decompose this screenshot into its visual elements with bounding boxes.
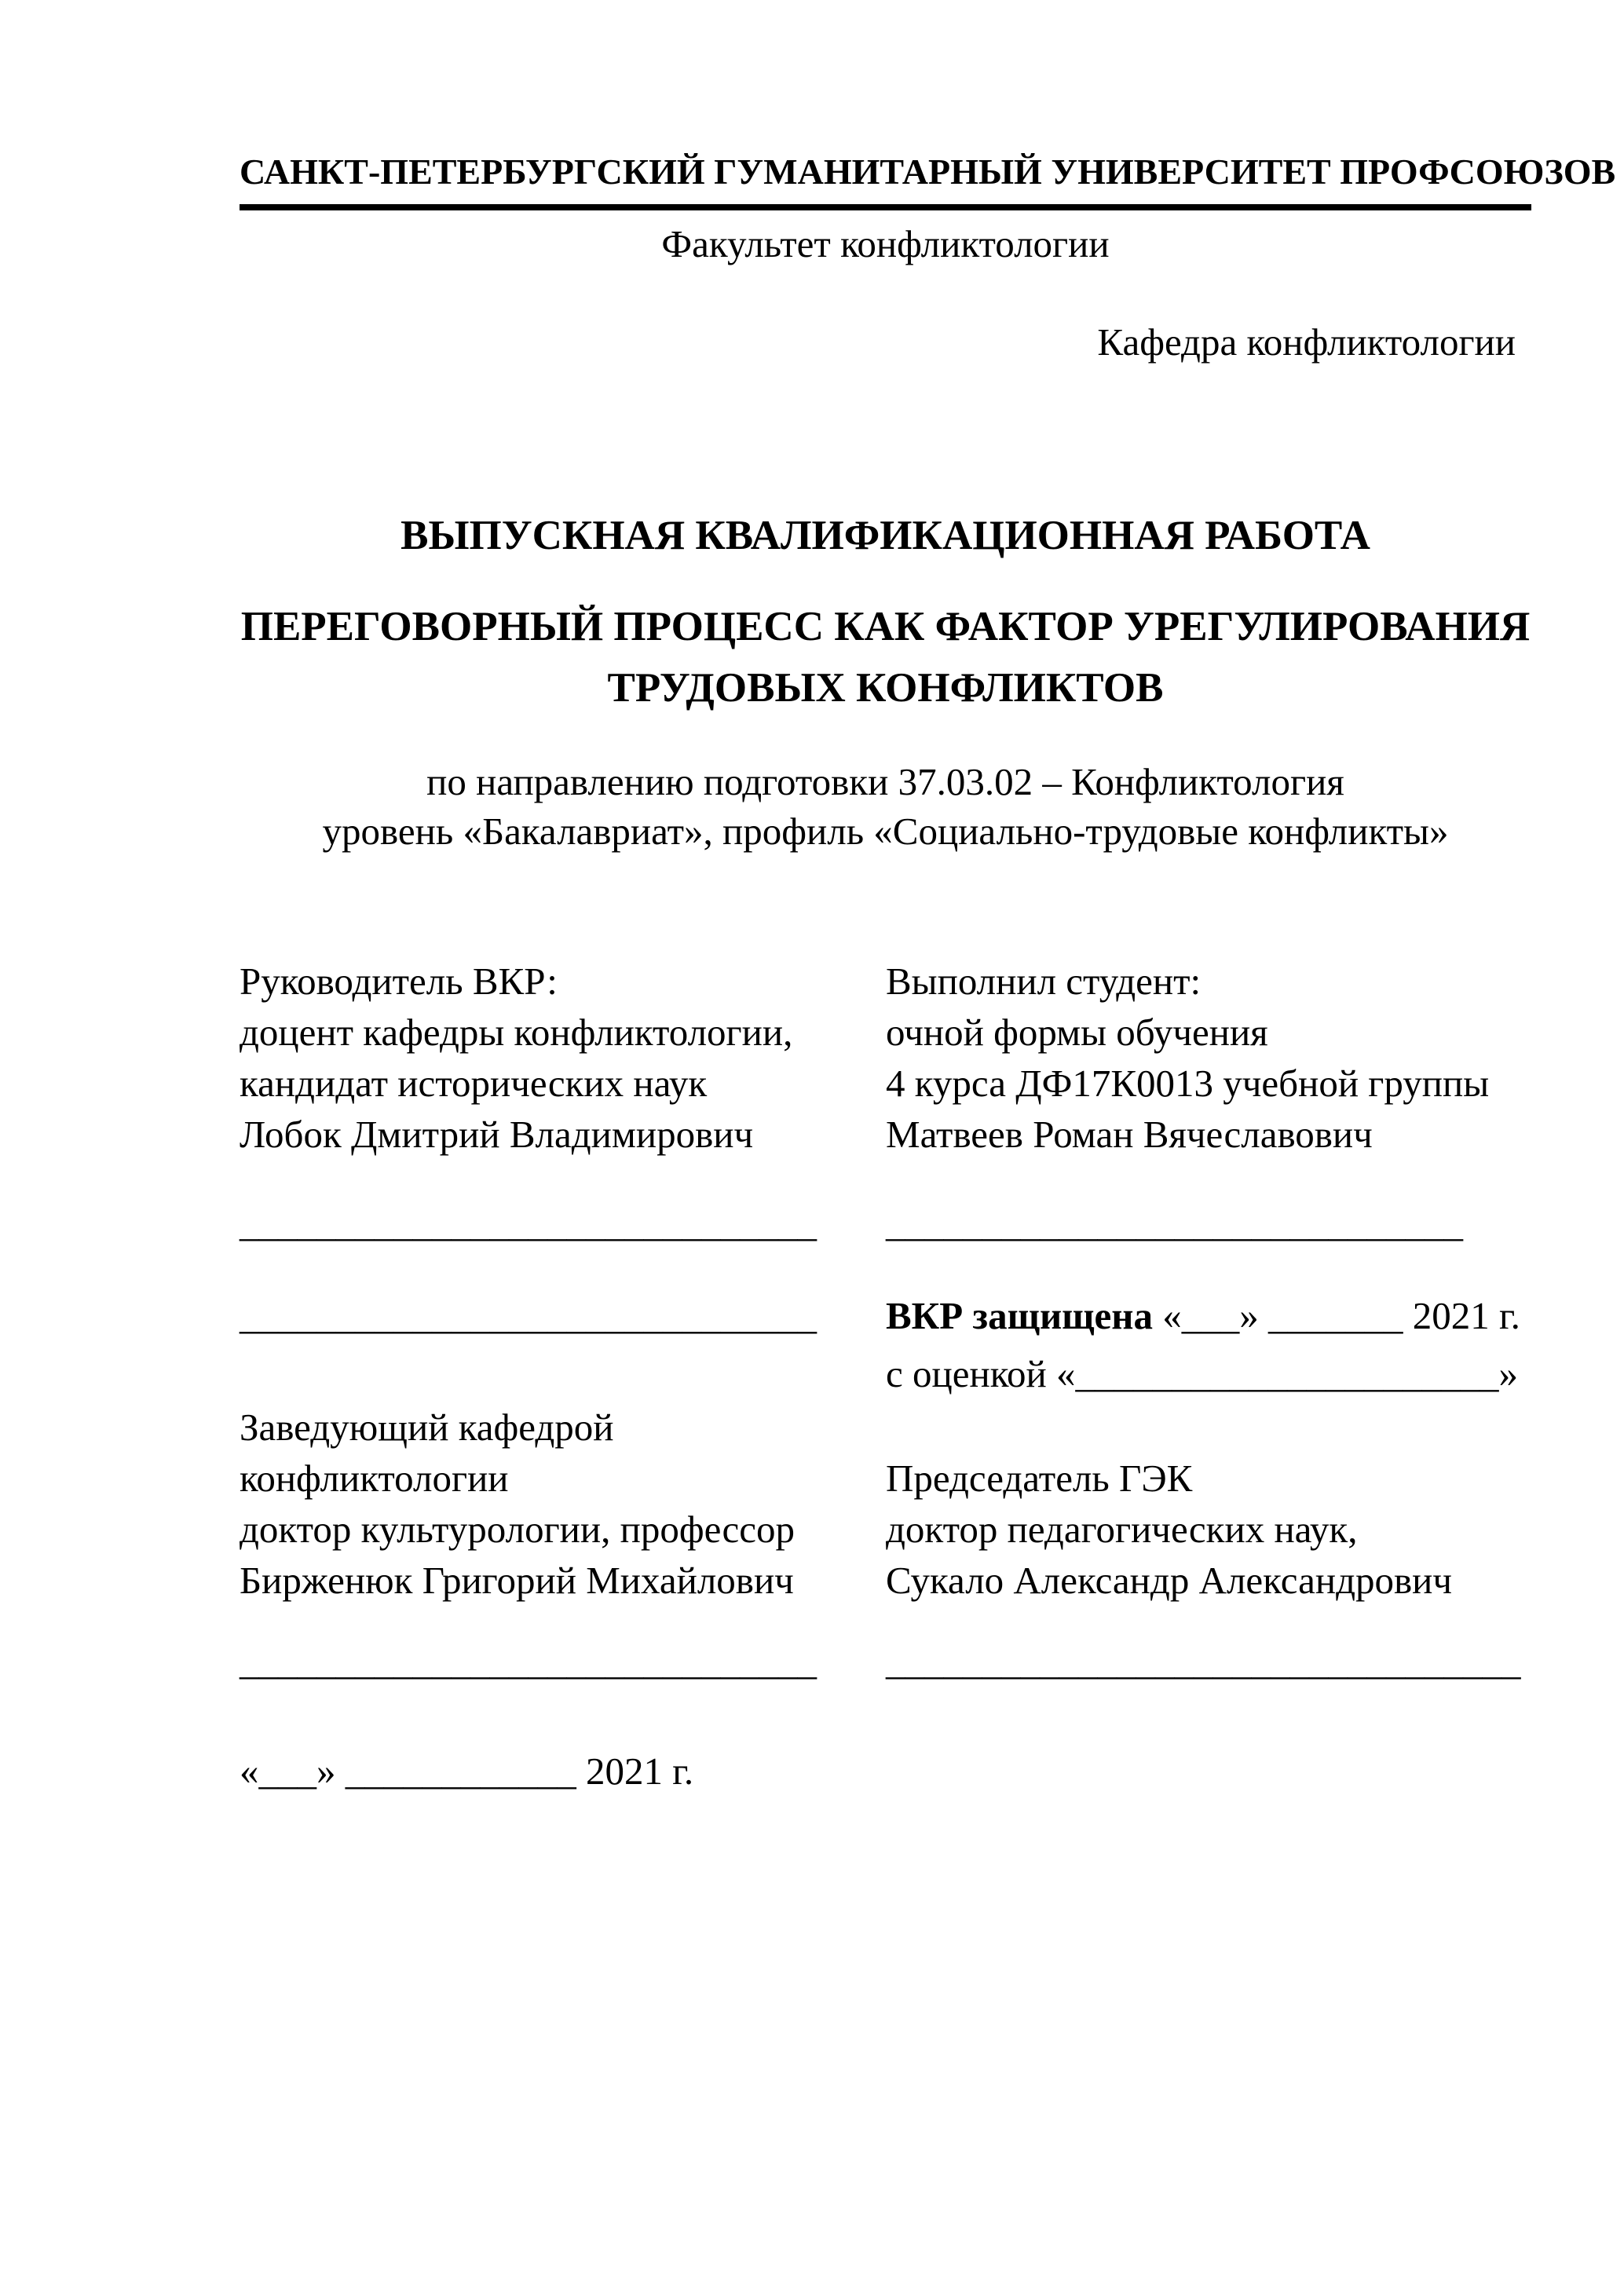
chairman-signature-line: _________________________________ xyxy=(886,1640,1521,1683)
level-profile-line: уровень «Бакалавриат», профиль «Социально-трудовые конфликты» xyxy=(322,810,1449,853)
supervisor-degree: кандидат исторических наук xyxy=(240,1062,708,1105)
chairman-label: Председатель ГЭК xyxy=(886,1457,1193,1500)
chairman-name: Сукало Александр Александрович xyxy=(886,1559,1453,1602)
thesis-title-line1: ПЕРЕГОВОРНЫЙ ПРОЦЕСС КАК ФАКТОР УРЕГУЛИРОВАНИЯ xyxy=(240,604,1531,649)
student-name: Матвеев Роман Вячеславович xyxy=(886,1113,1373,1156)
defense-date-line xyxy=(886,1294,1534,1338)
supervisor-signature-line-2: ______________________________ xyxy=(240,1294,817,1337)
supervisor-label: Руководитель ВКР: xyxy=(240,960,558,1003)
dept-head-degree: доктор культурологии, профессор xyxy=(240,1508,796,1551)
dept-head-signature-line: ______________________________ xyxy=(240,1640,817,1683)
dept-head-date-line: «___» ____________ 2021 г. xyxy=(240,1749,694,1793)
student-group: 4 курса ДФ17К0013 учебной группы xyxy=(886,1062,1490,1105)
supervisor-name: Лобок Дмитрий Владимирович xyxy=(240,1113,754,1156)
work-type-title: ВЫПУСКНАЯ КВАЛИФИКАЦИОННАЯ РАБОТА xyxy=(401,513,1370,558)
dept-head-title-line1: Заведующий кафедрой xyxy=(240,1406,614,1449)
program-line: по направлению подготовки 37.03.02 – Конфликтология xyxy=(426,760,1344,803)
university-name: САНКТ-ПЕТЕРБУРГСКИЙ ГУМАНИТАРНЫЙ УНИВЕРСИТЕТ ПРОФСОЮЗОВ xyxy=(240,152,1531,210)
department-name: Кафедра конфликтологии xyxy=(1097,320,1516,364)
defense-grade-line: с оценкой «______________________» xyxy=(886,1352,1518,1395)
supervisor-position: доцент кафедры конфликтологии, xyxy=(240,1011,793,1054)
defense-date-blanks: «___» _______ 2021 г. xyxy=(1153,1294,1520,1337)
student-signature-line: ______________________________ xyxy=(886,1201,1463,1245)
chairman-degree: доктор педагогических наук, xyxy=(886,1508,1358,1551)
supervisor-signature-line: ______________________________ xyxy=(240,1201,817,1245)
dept-head-name: Бирженюк Григорий Михайлович xyxy=(240,1559,794,1602)
dept-head-title-line2: конфликтологии xyxy=(240,1457,509,1500)
student-form: очной формы обучения xyxy=(886,1011,1268,1054)
thesis-title-line2: ТРУДОВЫХ КОНФЛИКТОВ xyxy=(607,665,1164,711)
student-label: Выполнил студент: xyxy=(886,960,1202,1003)
faculty-name: Факультет конфликтологии xyxy=(661,222,1110,265)
defense-date-label: ВКР защищена xyxy=(886,1294,1154,1337)
